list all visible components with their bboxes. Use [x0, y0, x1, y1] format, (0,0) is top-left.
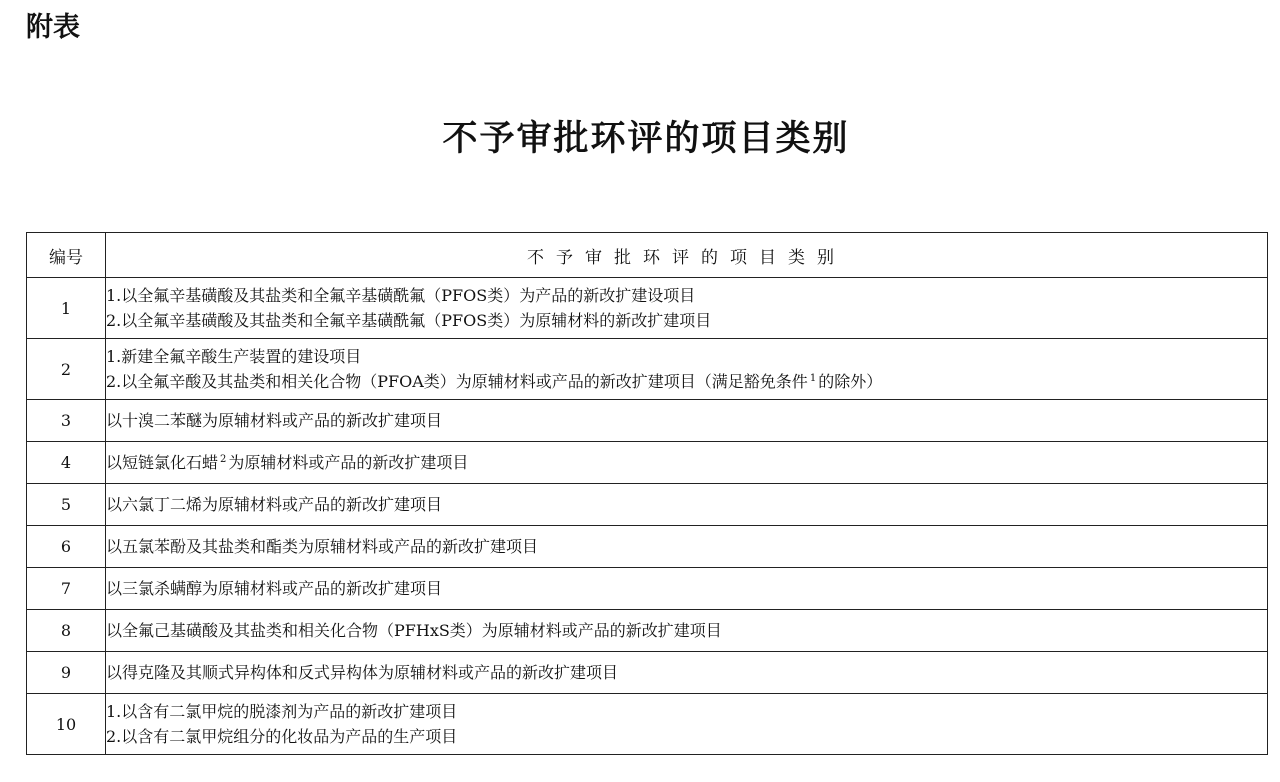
row-number: 5 — [27, 484, 106, 526]
table-row — [27, 278, 1268, 339]
row-description — [106, 442, 1268, 484]
row-description: 以全氟己基磺酸及其盐类和相关化合物（PFHxS类）为原辅材料或产品的新改扩建项目 — [106, 610, 1268, 652]
row-description: 以三氯杀螨醇为原辅材料或产品的新改扩建项目 — [106, 568, 1268, 610]
row-description: 以五氯苯酚及其盐类和酯类为原辅材料或产品的新改扩建项目 — [106, 526, 1268, 568]
description-line: 1.新建全氟辛酸生产装置的建设项目 — [106, 347, 362, 366]
description-text: 为原辅材料或产品的新改扩建项目 — [228, 453, 469, 472]
description-line: 2.以全氟辛基磺酸及其盐类和全氟辛基磺酰氟（PFOS类）为原辅材料的新改扩建项目 — [106, 311, 712, 330]
table-row — [27, 400, 1268, 442]
description-text: 2.以全氟辛酸及其盐类和相关化合物（PFOA类）为原辅材料或产品的新改扩建项目（满足豁免条件 — [106, 372, 808, 391]
document-title: 不予审批环评的项目类别 — [442, 118, 850, 159]
category-table — [26, 232, 1268, 755]
table-row — [27, 484, 1268, 526]
table-row — [27, 442, 1268, 484]
row-description — [106, 694, 1268, 755]
row-description — [106, 278, 1268, 339]
row-number: 9 — [27, 652, 106, 694]
row-description: 以十溴二苯醚为原辅材料或产品的新改扩建项目 — [106, 400, 1268, 442]
row-number: 7 — [27, 568, 106, 610]
table-row — [27, 610, 1268, 652]
table-row — [27, 568, 1268, 610]
table-row — [27, 339, 1268, 400]
row-number: 1 — [27, 278, 106, 339]
row-number: 2 — [27, 339, 106, 400]
row-number: 6 — [27, 526, 106, 568]
row-description — [106, 339, 1268, 400]
table-row — [27, 652, 1268, 694]
description-line — [106, 369, 1267, 394]
table-row — [27, 526, 1268, 568]
table-header-row — [27, 233, 1268, 278]
row-number: 8 — [27, 610, 106, 652]
footnote-marker: 2 — [220, 454, 227, 465]
row-description: 以得克隆及其顺式异构体和反式异构体为原辅材料或产品的新改扩建项目 — [106, 652, 1268, 694]
table-row — [27, 694, 1268, 755]
footnote-marker: 1 — [809, 373, 817, 384]
row-number: 4 — [27, 442, 106, 484]
row-number: 3 — [27, 400, 106, 442]
header-number: 编号 — [27, 233, 106, 278]
header-category: 不予审批环评的项目类别 — [106, 233, 1268, 278]
description-line: 1.以全氟辛基磺酸及其盐类和全氟辛基磺酰氟（PFOS类）为产品的新改扩建设项目 — [106, 286, 696, 305]
description-line: 2.以含有二氯甲烷组分的化妆品为产品的生产项目 — [106, 727, 458, 746]
description-text: 的除外） — [818, 372, 883, 391]
row-description: 以六氯丁二烯为原辅材料或产品的新改扩建项目 — [106, 484, 1268, 526]
row-number: 10 — [27, 694, 106, 755]
description-text: 以短链氯化石蜡 — [106, 453, 219, 472]
attachment-label: 附表 — [26, 12, 80, 43]
description-line: 1.以含有二氯甲烷的脱漆剂为产品的新改扩建项目 — [106, 702, 458, 721]
